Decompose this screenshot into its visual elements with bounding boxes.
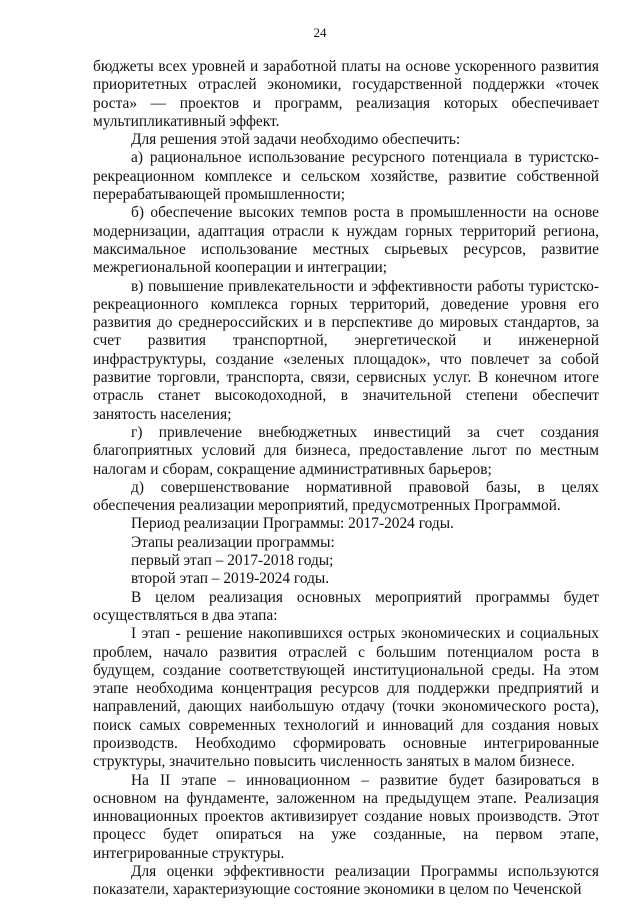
paragraph-two-stages: В целом реализация основных мероприятий программы будет осуществляться в два этапа: — [93, 588, 599, 624]
paragraph-stage-one: первый этап – 2017-2018 годы; — [131, 552, 334, 570]
paragraph-stages-heading: Этапы реализации программы: — [131, 533, 335, 551]
paragraph-continuation: бюджеты всех уровней и заработной платы на основе ускоренного развития приоритетных отраслей экономики, государственной поддержки «точек роста» — проектов и программ, реализация которых обеспечивает мультипликативный эффект. — [93, 58, 599, 130]
paragraph-period: Период реализации Программы: 2017-2024 годы. — [131, 515, 454, 533]
paragraph-stage-one-detail: I этап - решение накопившихся острых экономических и социальных проблем, начало развития отраслей с большим потенциалом роста в будущем, создание соответствующей институциональной среды. На этом этапе необходима концентрация ресурсов для поддержки предприятий и направлений, дающих наибольшую отдачу (точки экономического роста), поиск самых современных технологий и инноваций для создания новых производств. Необходимо сформировать основные интегрированные структуры, значительно повысить численность занятых в малом бизнесе. — [93, 625, 599, 771]
paragraph-task-intro: Для решения этой задачи необходимо обеспечить: — [131, 131, 461, 149]
paragraph-stage-two-detail: На II этапе – инновационном – развитие будет базироваться в основном на фундаменте, заложенном на предыдущем этапе. Реализация инновационных проектов активизирует создание новых производств. Этот процесс будет опираться на уже созданные, на первом этапе, интегрированные структуры. — [93, 771, 599, 862]
page-number: 24 — [313, 25, 327, 40]
paragraph-efficiency: Для оценки эффективности реализации Программы используются показатели, характеризующие состояние экономики в целом по Чеченской — [93, 863, 599, 899]
list-item-v: в) повышение привлекательности и эффективности работы туристско-рекреационного комплекса горных территорий, доведение уровня его развития до среднероссийских и в перспективе до мировых стандартов, за счет развития транспортной, энергетической и инженерной инфраструктуры, создание «зеленых площадок», что повлечет за собой развитие торговли, транспорта, связи, сервисных услуг. В конечном итоге отрасль станет высокодоходной, в значительной степени обеспечит занятость населения; — [93, 277, 599, 423]
list-item-b: б) обеспечение высоких темпов роста в промышленности на основе модернизации, адаптация отрасли к нуждам горных территорий региона, максимальное использование местных сырьевых ресурсов, развитие межрегиональной кооперации и интеграции; — [93, 204, 599, 277]
list-item-d: д) совершенствование нормативной правовой базы, в целях обеспечения реализации мероприятий, предусмотренных Программой. — [93, 478, 599, 515]
list-item-a: а) рациональное использование ресурсного потенциала в туристско-рекреационном комплексе и сельском хозяйстве, развитие собственной перерабатывающей промышленности; — [93, 149, 599, 204]
body-text — [93, 58, 599, 900]
paragraph-stage-two: второй этап – 2019-2024 годы. — [131, 570, 330, 588]
list-item-g: г) привлечение внебюджетных инвестиций за счет создания благоприятных условий для бизнеса, предоставление льгот по местным налогам и сборам, сокращение административных барьеров; — [93, 423, 599, 478]
